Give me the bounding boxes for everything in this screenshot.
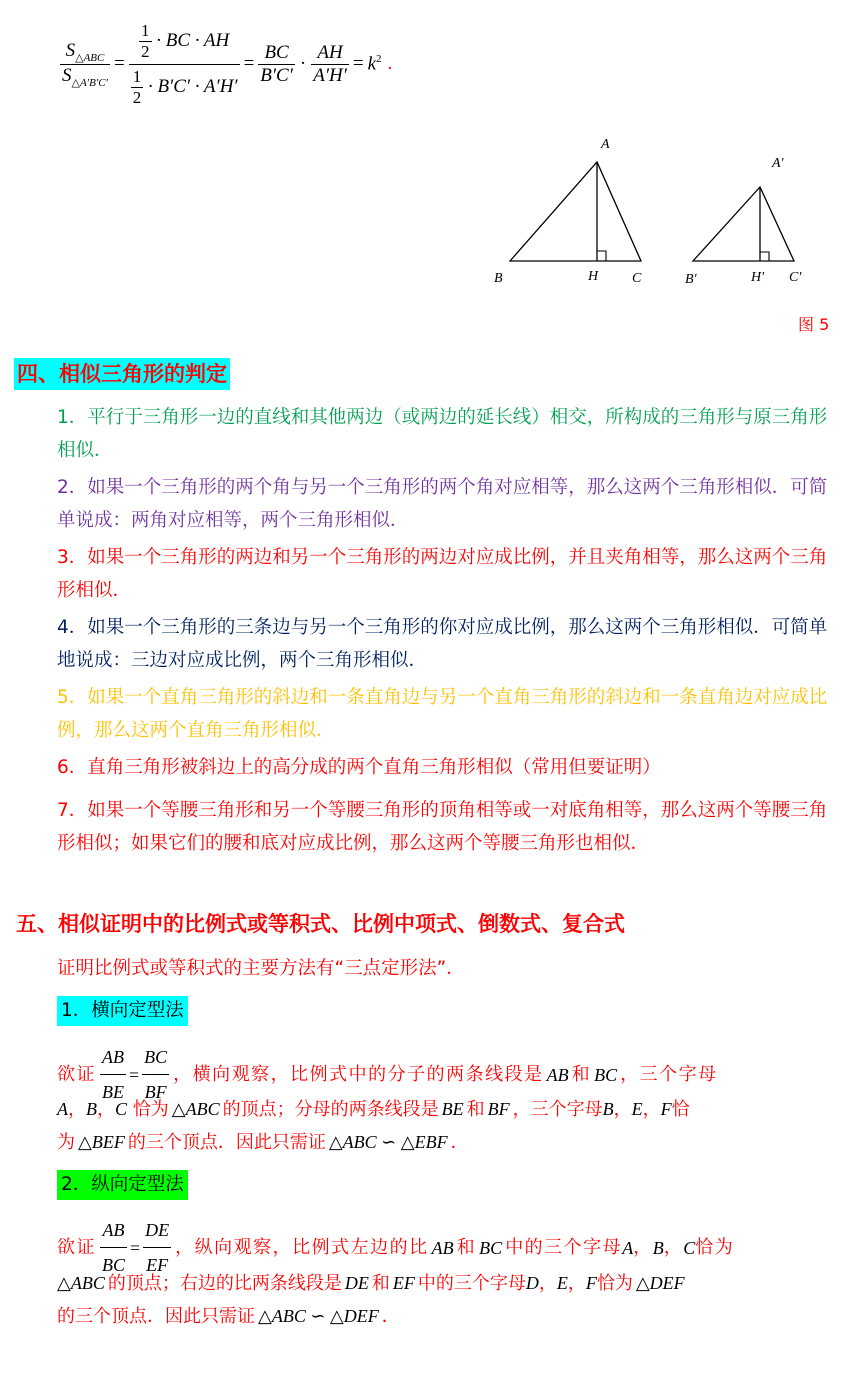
method-2-line-3: 的三个顶点．因此只需证 △ABC ∽ △DEF ． bbox=[57, 1306, 400, 1327]
area-ratio-lhs: $\frac{S_{\triangle ABC}}{S_{\triangle A'B'C'}}$ bbox=[62, 39, 108, 89]
label-a: A bbox=[601, 137, 610, 152]
method-2-line-1: 欲证 $\frac{AB}{BC}$ = $\frac{DE}{EF}$ ，纵向观察，比例式左边的比 AB 和 BC 中的三个字母 A ， B ， C 恰为 bbox=[57, 1213, 835, 1282]
figure-caption: 图 5 bbox=[798, 315, 830, 334]
label-h-prime: H′ bbox=[751, 270, 765, 285]
section-5-title: 五、相似证明中的比例式或等积式、比例中项式、倒数式、复合式 bbox=[16, 912, 625, 936]
ratio-ah: $\frac{AH}{A'H'}$ bbox=[313, 41, 347, 86]
method-1-line-2: A，B，C 恰为 △ABC 的顶点；分母的两条线段是 BE 和 BF ，三个字母B，E，F恰 bbox=[57, 1099, 690, 1120]
criterion-4: 4．如果一个三角形的三条边与另一个三角形的你对应成比例，那么这两个三角形相似．可简单地说成：三边对应成比例，两个三角形相似． bbox=[57, 617, 828, 671]
method-1-title: 1．横向定型法 bbox=[57, 996, 188, 1026]
area-ratio-middle: $\frac{1}{2}$ · BC · AH $\frac{1}{2}$ · B′C′ · A′H′ bbox=[129, 21, 240, 108]
method-1-line-3: 为 △BEF 的三个顶点．因此只需证 △ABC ∽ △EBF ． bbox=[57, 1132, 469, 1153]
label-b-prime: B′ bbox=[685, 272, 697, 287]
criterion-3: 3．如果一个三角形的两边和另一个三角形的两边对应成比例，并且夹角相等，那么这两个三角形相似． bbox=[57, 547, 828, 601]
triangle-abc bbox=[510, 162, 641, 261]
right-angle-mark-h bbox=[597, 251, 606, 261]
method-1-line-1: 欲证 $\frac{AB}{BE}$ = $\frac{BC}{BF}$ ，横向观察，比例式中的分子的两条线段是 AB 和 BC ，三个字母 bbox=[57, 1040, 835, 1109]
method-2-title: 2．纵向定型法 bbox=[57, 1170, 188, 1200]
label-b: B bbox=[494, 271, 503, 286]
label-c: C bbox=[632, 271, 642, 286]
label-h: H bbox=[588, 269, 599, 284]
section-4-title: 四、相似三角形的判定 bbox=[14, 358, 230, 390]
criterion-6: 6．直角三角形被斜边上的高分成的两个直角三角形相似（常用但要证明） bbox=[57, 757, 661, 778]
criterion-7: 7．如果一个等腰三角形和另一个等腰三角形的顶角相等或一对底角相等，那么这两个等腰三角形相似；如果它们的腰和底对应成比例，那么这两个等腰三角形也相似． bbox=[57, 800, 828, 854]
right-angle-mark-h1 bbox=[760, 252, 769, 261]
method-2-line-2: △ABC 的顶点；右边的比两条线段是 DE 和 EF 中的三个字母D，E，F恰为 △DEF bbox=[57, 1273, 685, 1294]
criterion-5: 5．如果一个直角三角形的斜边和一条直角边与另一个直角三角形的斜边和一条直角边对应成比例，那么这两个直角三角形相似． bbox=[57, 687, 828, 741]
section-5-intro: 证明比例式或等积式的主要方法有“三点定形法”． bbox=[57, 958, 465, 979]
label-c-prime: C′ bbox=[789, 270, 802, 285]
criterion-2: 2．如果一个三角形的两个角与另一个三角形的两个角对应相等，那么这两个三角形相似．可简单说成：两角对应相等，两个三角形相似． bbox=[57, 477, 828, 531]
ratio-bc: $\frac{BC}{B'C'}$ bbox=[260, 41, 293, 86]
triangle-a1b1c1 bbox=[693, 187, 794, 261]
ratio-result: $k^2$ bbox=[367, 52, 382, 75]
area-ratio-formula: $\frac{S_{\triangle ABC}}{S_{\triangle A'B'C'}}$ = $\frac{1}{2}$ · BC · AH $\frac{1}{2}$ · B′C′ · A′H′ = $\frac{BC}{B'C'}$ · $\frac{AH}{A'H'}$ = $k^2$ . bbox=[62, 20, 393, 107]
label-a-prime: A′ bbox=[772, 156, 784, 171]
figure-5-triangles bbox=[480, 130, 840, 295]
criterion-1: 1．平行于三角形一边的直线和其他两边（或两边的延长线）相交，所构成的三角形与原三角形相似． bbox=[57, 407, 828, 461]
